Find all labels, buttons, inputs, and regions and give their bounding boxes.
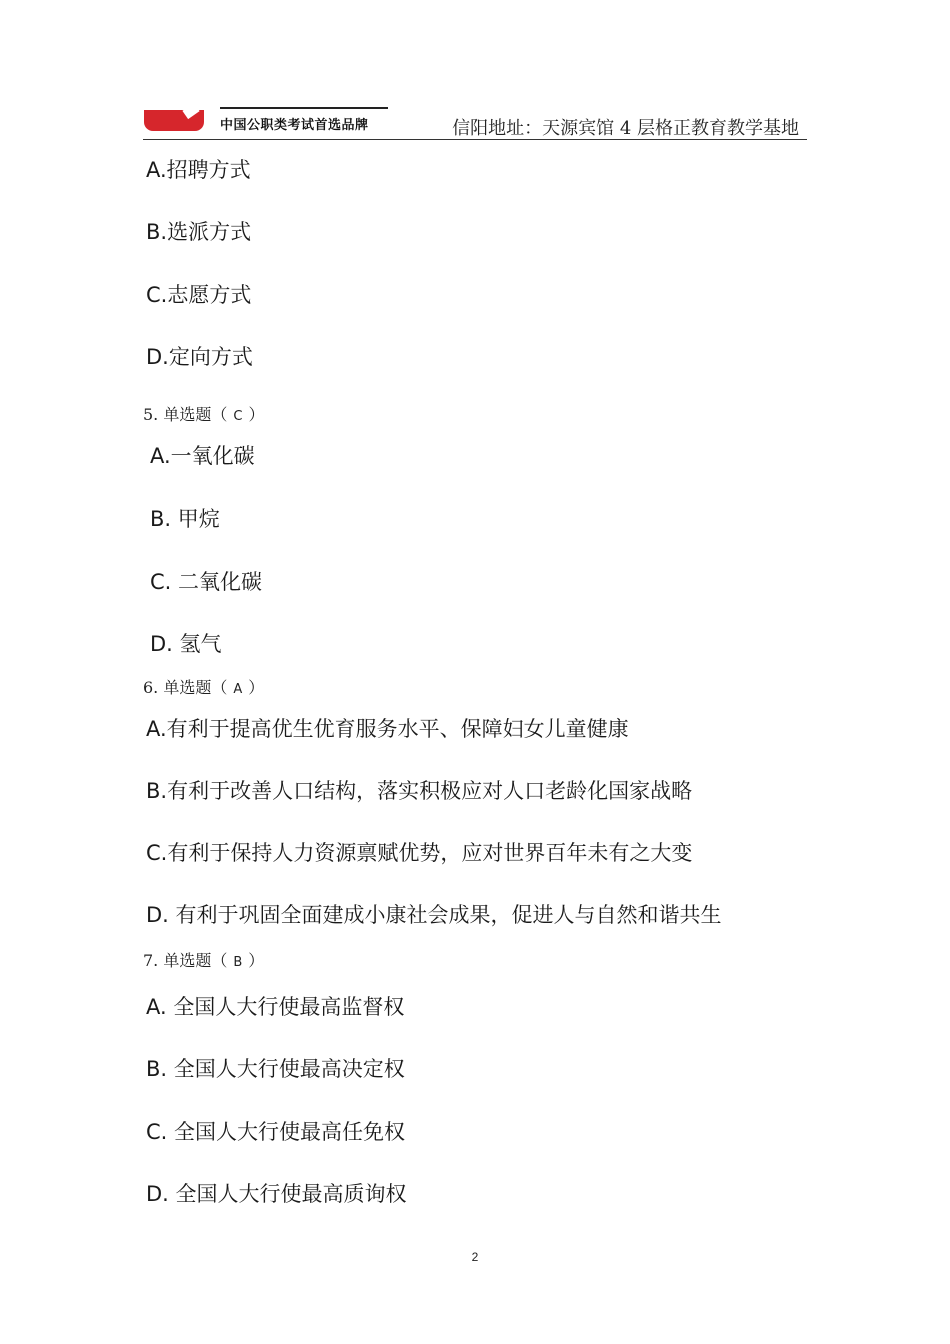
q5-option-d: D. 氢气 <box>150 632 222 656</box>
q7-option-c: C. 全国人大行使最高任免权 <box>146 1120 406 1144</box>
q4-option-c: C.志愿方式 <box>146 283 252 307</box>
brand-logo-icon <box>144 110 204 131</box>
q7-title <box>143 948 264 971</box>
q6-answer: A <box>233 682 243 697</box>
page-header <box>143 104 807 140</box>
q6-close: ） <box>248 678 265 697</box>
q5-option-b: B. 甲烷 <box>150 507 220 531</box>
q7-option-b: B. 全国人大行使最高决定权 <box>146 1057 405 1081</box>
q7-answer: B <box>233 955 243 970</box>
q6-option-b: B.有利于改善人口结构，落实积极应对人口老龄化国家战略 <box>146 779 693 803</box>
q5-title <box>143 402 264 425</box>
q5-label: 5. 单选题（ <box>143 405 228 424</box>
header-divider <box>143 139 807 140</box>
q6-label: 6. 单选题（ <box>143 678 228 697</box>
brand-slogan: 中国公职类考试首选品牌 <box>220 118 369 133</box>
header-address: 信阳地址：天源宾馆 4 层格正教育教学基地 <box>452 118 799 139</box>
q5-answer: C <box>233 409 243 424</box>
q5-option-a: A.一氧化碳 <box>150 444 255 468</box>
q4-option-b: B.选派方式 <box>146 220 252 244</box>
q6-title <box>143 675 264 698</box>
q6-option-a: A.有利于提高优生优育服务水平、保障妇女儿童健康 <box>146 717 629 741</box>
q4-option-d: D.定向方式 <box>146 345 253 369</box>
q4-option-a: A.招聘方式 <box>146 158 251 182</box>
q7-close: ） <box>248 951 265 970</box>
q7-option-d: D. 全国人大行使最高质询权 <box>146 1182 407 1206</box>
q6-option-d: D. 有利于巩固全面建成小康社会成果，促进人与自然和谐共生 <box>146 903 722 927</box>
q7-option-a: A. 全国人大行使最高监督权 <box>146 995 405 1019</box>
q7-label: 7. 单选题（ <box>143 951 228 970</box>
q6-option-c: C.有利于保持人力资源禀赋优势，应对世界百年未有之大变 <box>146 841 693 865</box>
slogan-rule <box>220 107 388 109</box>
q5-option-c: C. 二氧化碳 <box>150 570 263 594</box>
q5-close: ） <box>248 405 265 424</box>
page-number: 2 <box>471 1250 479 1264</box>
